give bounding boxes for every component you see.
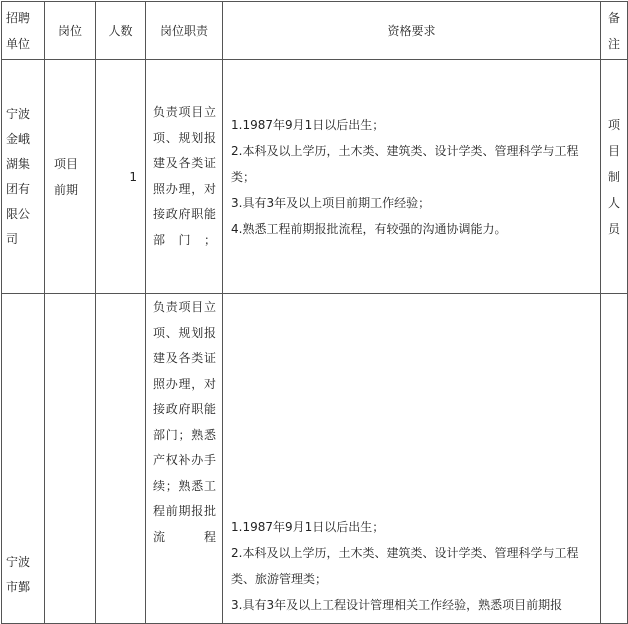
- requirement-line: 3.具有3年及以上项目前期工作经验；: [231, 195, 431, 210]
- requirements-cell: [223, 60, 601, 294]
- table-row: [2, 294, 628, 624]
- position-cell: 项目前期: [45, 60, 96, 294]
- duty-text: 负责项目立项、规划报建及各类证照办理，对接政府职能部门；熟悉产权补办手续；熟悉工程前期报批流程: [153, 300, 216, 544]
- unit-text: 宁波市鄞: [6, 555, 31, 594]
- unit-cell: [2, 294, 45, 624]
- requirement-line: 2.本科及以上学历，土木类、建筑类、设计学类、管理科学与工程类、旅游管理类；: [231, 546, 579, 586]
- count-cell: [96, 294, 146, 624]
- note-cell: 项目制人员: [601, 60, 628, 294]
- header-count: 人数: [96, 2, 146, 60]
- header-duty: 岗位职责: [146, 2, 223, 60]
- header-unit: 招聘单位: [2, 2, 45, 60]
- requirement-line: 2.本科及以上学历，土木类、建筑类、设计学类、管理科学与工程类；: [231, 143, 579, 184]
- position-cell: [45, 294, 96, 624]
- duty-cell: 负责项目立项、规划报建及各类证照办理，对接政府职能部门；: [146, 60, 223, 294]
- header-note: 备注: [601, 2, 628, 60]
- requirements-cell: [223, 294, 601, 624]
- requirement-line: 1.1987年9月1日以后出生；: [231, 117, 385, 132]
- requirement-line: 1.1987年9月1日以后出生；: [231, 520, 385, 534]
- unit-cell: 宁波金峨湖集团有限公司: [2, 60, 45, 294]
- requirement-line: 4.熟悉工程前期报批流程，有较强的沟通协调能力。: [231, 221, 507, 236]
- duty-cell: [146, 294, 223, 624]
- count-cell: 1: [96, 60, 146, 294]
- table-row: [2, 60, 628, 294]
- header-requirements: 资格要求: [223, 2, 601, 60]
- recruitment-table: [1, 1, 628, 624]
- header-position: 岗位: [45, 2, 96, 60]
- note-cell: [601, 294, 628, 624]
- header-row: [2, 2, 628, 60]
- requirement-line: 3.具有3年及以上工程设计管理相关工作经验，熟悉项目前期报: [231, 598, 563, 612]
